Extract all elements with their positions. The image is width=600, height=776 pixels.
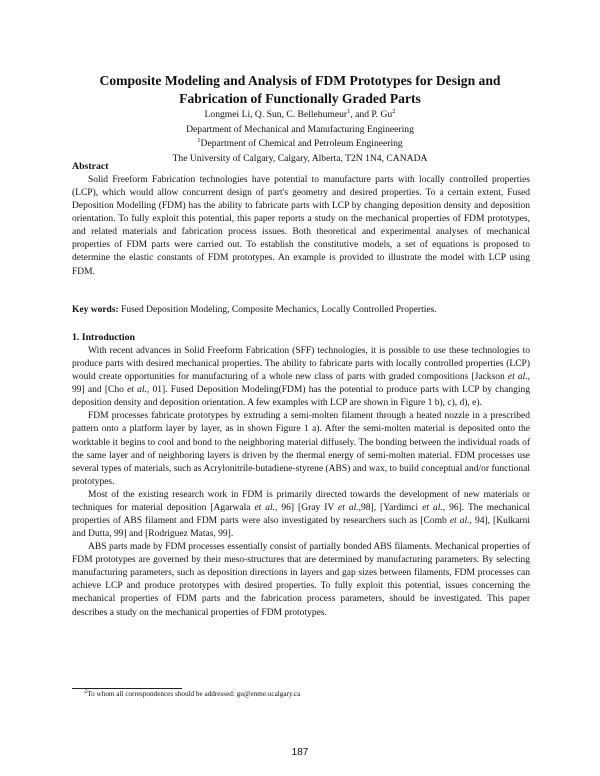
intro-paragraph-3: Most of the existing research work in FDM is primarily directed towards the development of new materials or techniques for material deposition [Agarwala et al., 96] [Gray IV et al.,98], [Yardimci et al., 96]. The mechanical properties of ABS filament and FDM parts were also investigated by researchers such as [Comb et al., 94], [Kulkarni and Dutta, 99] and [Rodriguez Matas, 99]. xyxy=(72,489,530,540)
affiliation-mechanical: Department of Mechanical and Manufacturing Engineering xyxy=(186,123,414,135)
footnote xyxy=(84,689,300,699)
keywords-line xyxy=(72,304,532,317)
affiliation-university: The University of Calgary, Calgary, Alberta, T2N 1N4, CANADA xyxy=(172,152,428,164)
affiliation-chemical: $^1$Department of Chemical and Petroleum Engineering xyxy=(197,136,403,149)
title-line-1: Composite Modeling and Analysis of FDM Prototypes for Design and xyxy=(99,73,501,88)
intro-paragraph-1: With recent advances in Solid Freeform Fabrication (SFF) technologies, it is possible to use these technologies to produce parts with desired mechanical properties. The ability to fabricate parts with locally controlled properties (LCP) would create opportunities for manufacturing of a whole new class of parts with graded compositions [Jackson et al., 99] and [Cho et al., 01]. Fused Deposition Modeling(FDM) has the potential to produce parts with LCP by changing deposition density and deposition orientation. A few examples with LCP are shown in Figure 1 b), c), d), e). xyxy=(72,346,530,409)
keywords-text: Fused Deposition Modeling, Composite Mechanics, Locally Controlled Properties. xyxy=(121,305,437,315)
paper-title xyxy=(60,72,540,108)
abstract-paragraph: Solid Freeform Fabrication technologies have potential to manufacture parts with locally controlled properties (LCP), which would allow concurrent design of part's geometry and desired properties. To a certain extent, Fused Deposition Modelling (FDM) has the ability to fabricate parts with LCP by changing deposition density and deposition orientation. To fully exploit this potential, this paper reports a study on the mechanical properties of FDM prototypes, and related materials and fabrication process issues. Both theoretical and experimental analyses of mechanical properties of FDM parts were carried out. To establish the constitutive models, a set of equations is proposed to determine the elastic constants of FDM prototypes. An example is provided to illustrate the model with LCP using FDM. xyxy=(72,175,530,277)
author-names: Longmei Li, Q. Sun, C. Bellehumeur$^1$, and P. Gu$^2$ xyxy=(204,107,396,120)
title-line-2: Fabrication of Functionally Graded Parts xyxy=(179,91,421,106)
intro-paragraph-4: ABS parts made by FDM processes essentially consist of partially bonded ABS filaments. Mechanical properties of FDM prototypes are governed by their meso-structures that are determined by manufacturing parameters. By selecting manufacturing parameters, such as deposition directions in layers and gap sizes between filaments, FDM processes can achieve LCP and produce prototypes with desired properties. To fully exploit this potential, issues concerning the mechanical properties of FDM parts and the fabrication process parameters, should be investigated. This paper describes a study on the mechanical properties of FDM prototypes. xyxy=(72,542,530,618)
footnote-marker: 2 xyxy=(84,687,88,695)
intro-paragraph-2: FDM processes fabricate prototypes by extruding a semi-molten filament through a heated nozzle in a prescribed pattern onto a platform layer by layer, as in shown Figure 1 a). After the semi-molten material is deposited onto the worktable it begins to cool and bond to the neighboring material diffusely. The bonding between the individual roads of the same layer and of neighboring layers is driven by the thermal energy of semi-molten material. FDM processes use several types of materials, such as Acrylonitrile-butadiene-styrene (ABS) and wax, to build conceptual and/or functional prototypes. xyxy=(72,411,530,487)
introduction-body xyxy=(72,345,530,620)
section-heading-introduction: 1. Introduction xyxy=(72,332,135,343)
keywords-label: Key words: xyxy=(72,305,119,315)
footnote-text: To whom all correspondences should be addressed: gu@enme.ucalgary.ca xyxy=(87,690,301,698)
abstract-body xyxy=(72,174,530,279)
abstract-heading: Abstract xyxy=(72,161,109,172)
page-number: 187 xyxy=(291,747,309,758)
author-block xyxy=(60,108,540,166)
